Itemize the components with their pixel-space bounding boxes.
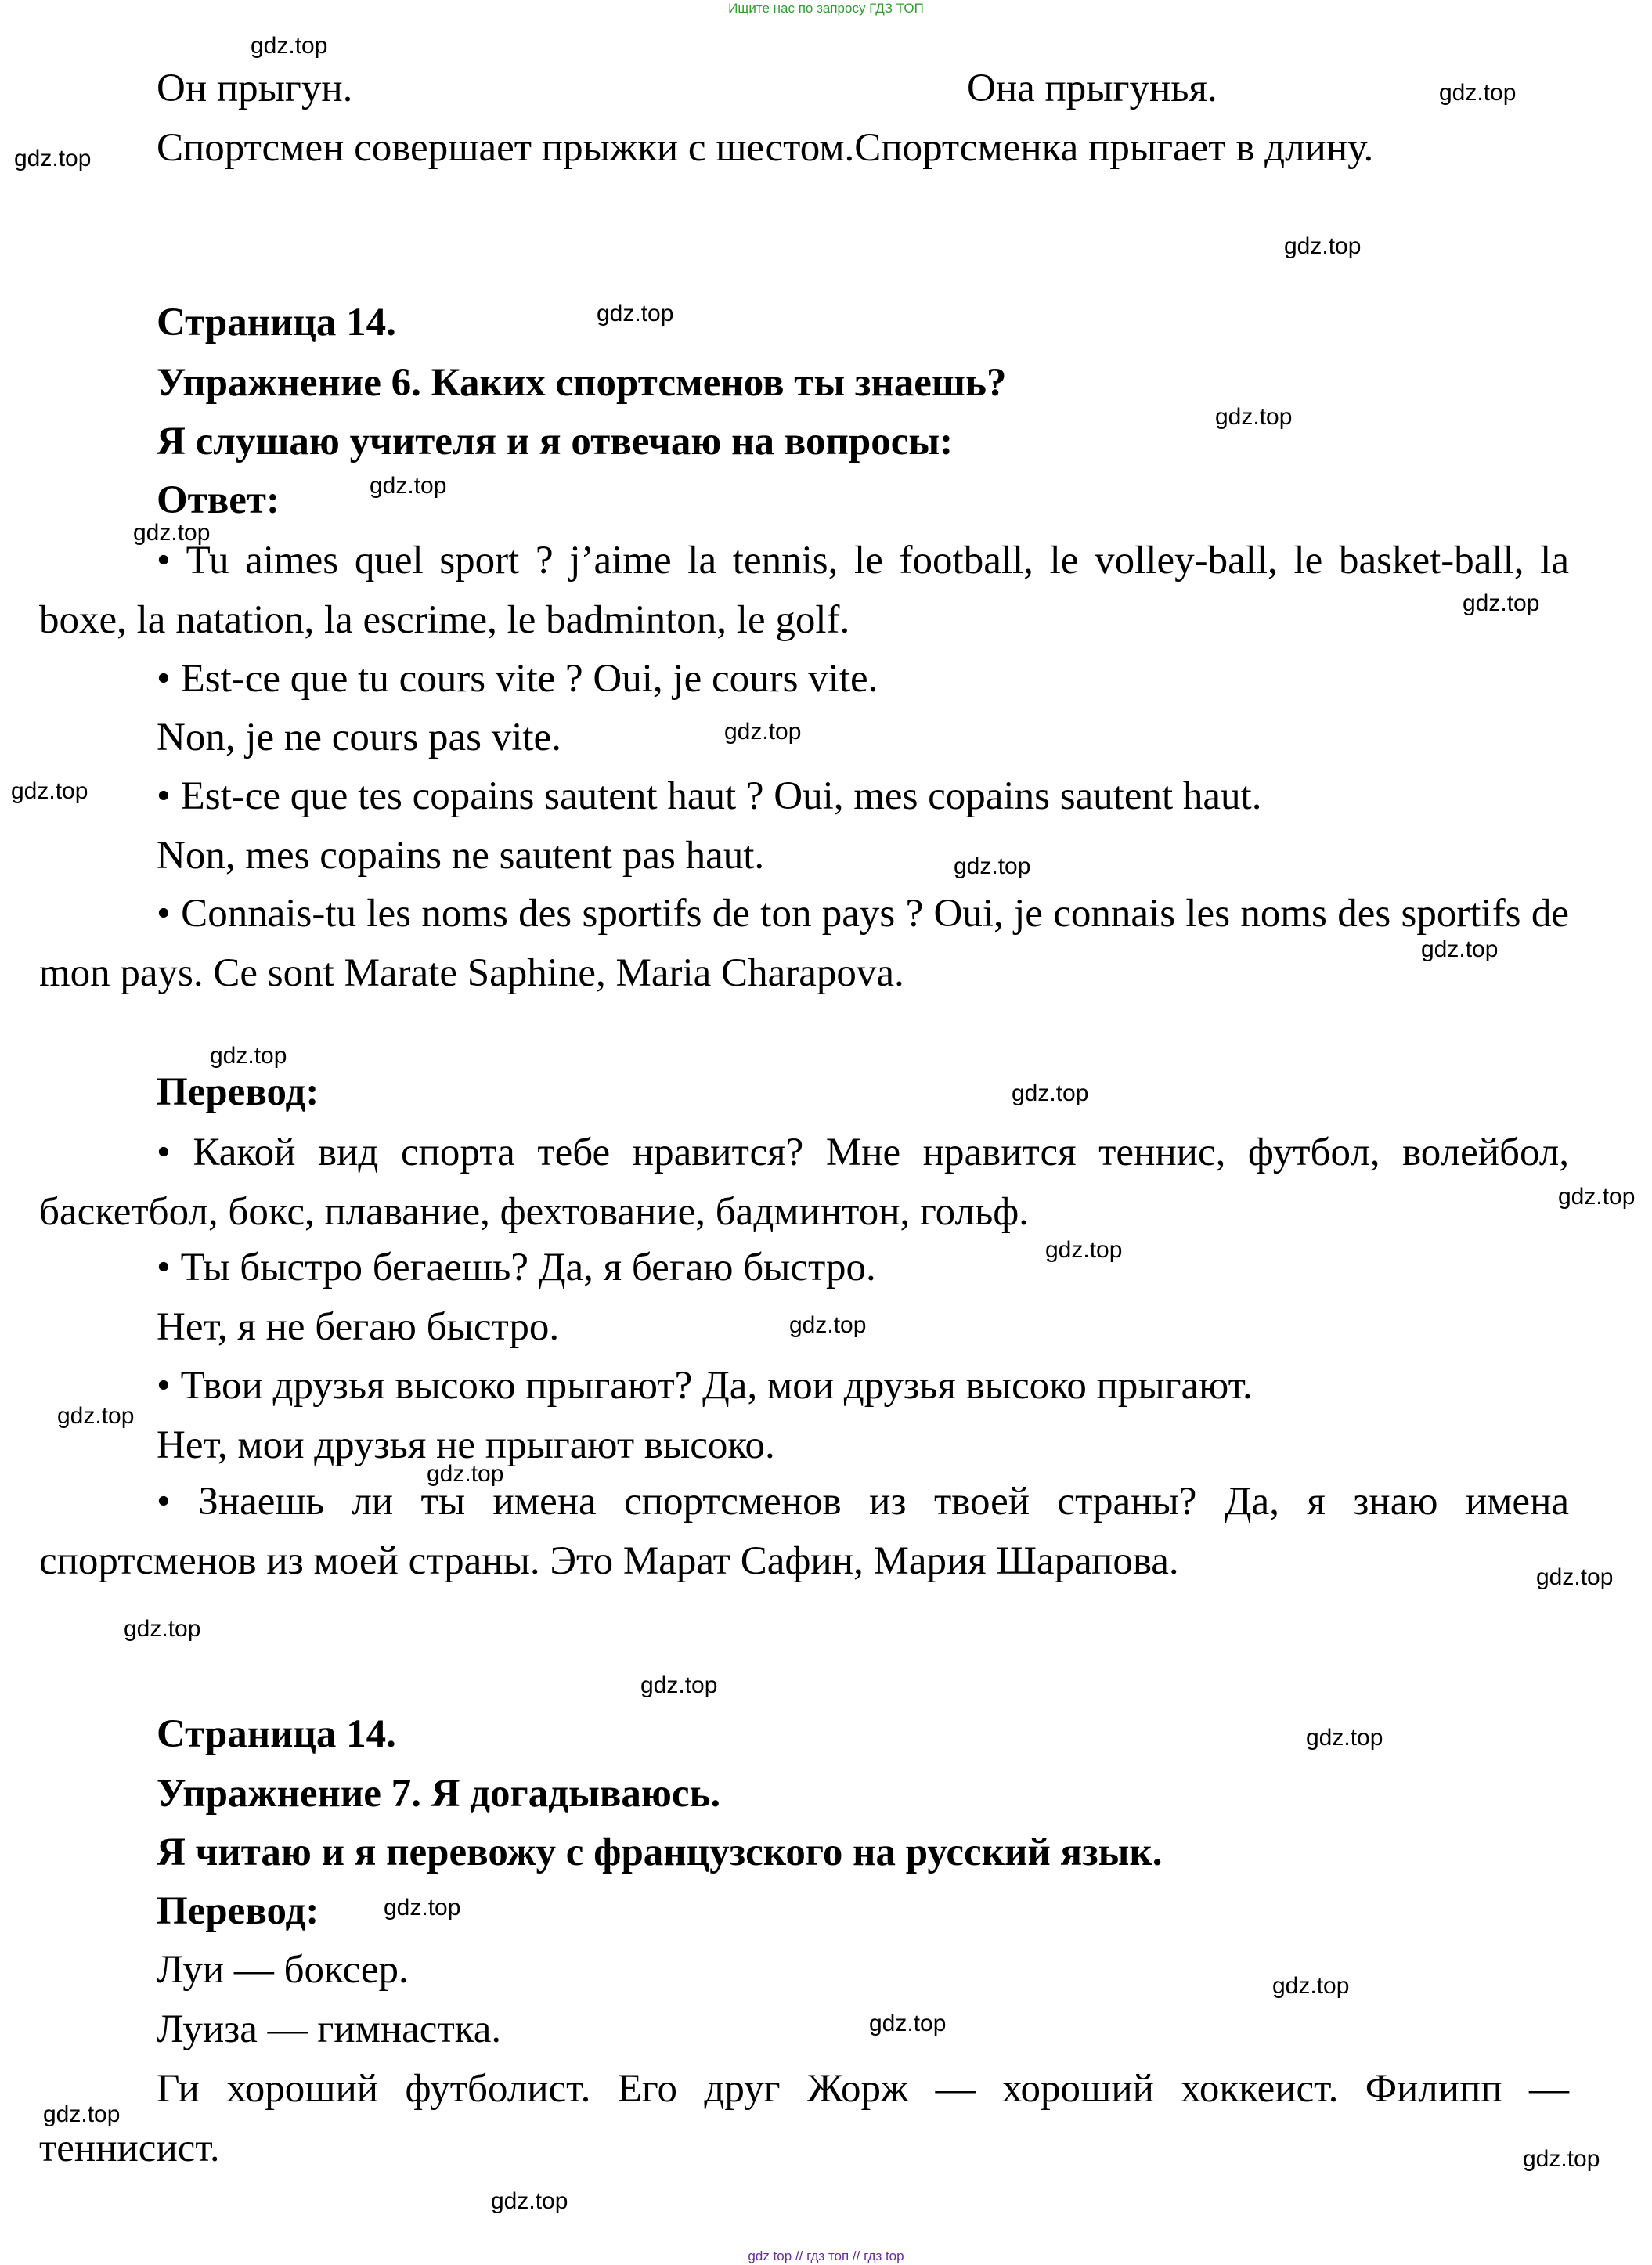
watermark: gdz.top xyxy=(597,301,674,326)
ex6-q2-neg: Non, je ne cours pas vite. xyxy=(157,716,561,759)
watermark: gdz.top xyxy=(1012,1080,1089,1106)
watermark: gdz.top xyxy=(491,2188,568,2214)
ex6-t3: • Твои друзья высоко прыгают? Да, мои друзья высоко прыгают. xyxy=(157,1364,1253,1408)
watermark: gdz.top xyxy=(1272,1973,1350,1999)
ex7-line-louise: Луиза — гимнастка. xyxy=(157,2007,502,2051)
watermark: gdz.top xyxy=(1306,1725,1383,1751)
watermark: gdz.top xyxy=(954,853,1031,879)
watermark: gdz.top xyxy=(1558,1184,1636,1210)
watermark: gdz.top xyxy=(57,1403,135,1429)
top-banner: Ищите нас по запросу ГДЗ ТОП xyxy=(728,1,924,16)
ex6-page-heading: Страница 14. xyxy=(157,301,396,344)
ex7-line-louis: Луи — боксер. xyxy=(157,1948,409,1992)
ex6-translation-label: Перевод: xyxy=(157,1070,319,1114)
ex6-q2: • Est-ce que tu cours vite ? Oui, je cours vite. xyxy=(157,657,878,701)
watermark: gdz.top xyxy=(1439,80,1517,106)
ex7-line-guy: Ги хороший футболист. Его друг Жорж — хороший хоккеист. Филипп — теннисист. xyxy=(39,2067,1569,2170)
watermark: gdz.top xyxy=(124,1616,201,1642)
ex6-t3-neg: Нет, мои друзья не прыгают высоко. xyxy=(157,1423,775,1467)
watermark: gdz.top xyxy=(384,1895,461,1921)
watermark: gdz.top xyxy=(1284,233,1362,259)
watermark: gdz.top xyxy=(640,1672,718,1698)
intro-she-jumper: Она прыгунья. xyxy=(967,67,1217,110)
intro-athletes-line: Спортсмен совершает прыжки с шестом.Спортсменка прыгает в длину. xyxy=(157,126,1374,170)
watermark: gdz.top xyxy=(370,473,447,499)
watermark: gdz.top xyxy=(43,2101,121,2127)
ex6-t2-neg: Нет, я не бегаю быстро. xyxy=(157,1305,560,1349)
watermark: gdz.top xyxy=(14,146,92,171)
ex7-translation-label: Перевод: xyxy=(157,1889,319,1933)
watermark: gdz.top xyxy=(1421,936,1499,962)
watermark: gdz.top xyxy=(1463,590,1540,616)
ex6-t2: • Ты быстро бегаешь? Да, я бегаю быстро. xyxy=(157,1246,876,1289)
ex6-instruction: Я слушаю учителя и я отвечаю на вопросы: xyxy=(157,420,954,463)
ex6-title: Упражнение 6. Каких спортсменов ты знаешь? xyxy=(157,361,1007,405)
watermark: gdz.top xyxy=(1523,2146,1600,2172)
watermark: gdz.top xyxy=(869,2011,947,2036)
ex6-q3-neg: Non, mes copains ne sautent pas haut. xyxy=(157,834,765,878)
ex6-q1: • Tu aimes quel sport ? j’aime la tennis, le football, le volley-ball, le basket-ball, la boxe, la natation, la escrime, le badminton, le golf. xyxy=(39,539,1569,642)
ex7-title: Упражнение 7. Я догадываюсь. xyxy=(157,1772,721,1816)
watermark: gdz.top xyxy=(133,520,211,546)
ex6-answer-label: Ответ: xyxy=(157,478,280,522)
watermark: gdz.top xyxy=(724,719,802,745)
ex6-t4: • Знаешь ли ты имена спортсменов из твоей страны? Да, я знаю имена спортсменов из моей страны. Это Марат Сафин, Мария Шарапова. xyxy=(39,1480,1569,1583)
ex6-q4: • Connais-tu les noms des sportifs de ton pays ? Oui, je connais les noms des sportifs de mon pays. Ce sont Marate Saphine, Maria Charapova. xyxy=(39,892,1569,995)
watermark: gdz.top xyxy=(789,1312,867,1338)
watermark: gdz.top xyxy=(251,33,328,59)
ex7-page-heading: Страница 14. xyxy=(157,1712,396,1756)
watermark: gdz.top xyxy=(11,778,88,804)
watermark: gdz.top xyxy=(427,1461,504,1487)
ex7-instruction: Я читаю и я перевожу с французского на русский язык. xyxy=(157,1830,1163,1874)
intro-he-jumper: Он прыгун. xyxy=(157,67,353,110)
watermark: gdz.top xyxy=(1045,1237,1123,1263)
ex6-q3: • Est-ce que tes copains sautent haut ? Oui, mes copains sautent haut. xyxy=(157,774,1262,818)
watermark: gdz.top xyxy=(1536,1564,1614,1590)
watermark: gdz.top xyxy=(1215,404,1293,430)
watermark: gdz.top xyxy=(210,1043,287,1069)
bottom-banner: gdz top // гдз топ // гдз top xyxy=(748,2249,904,2263)
ex6-t1: • Какой вид спорта тебе нравится? Мне нравится теннис, футбол, волейбол, баскетбол, бокс, плавание, фехтование, бадминтон, гольф. xyxy=(39,1131,1569,1234)
